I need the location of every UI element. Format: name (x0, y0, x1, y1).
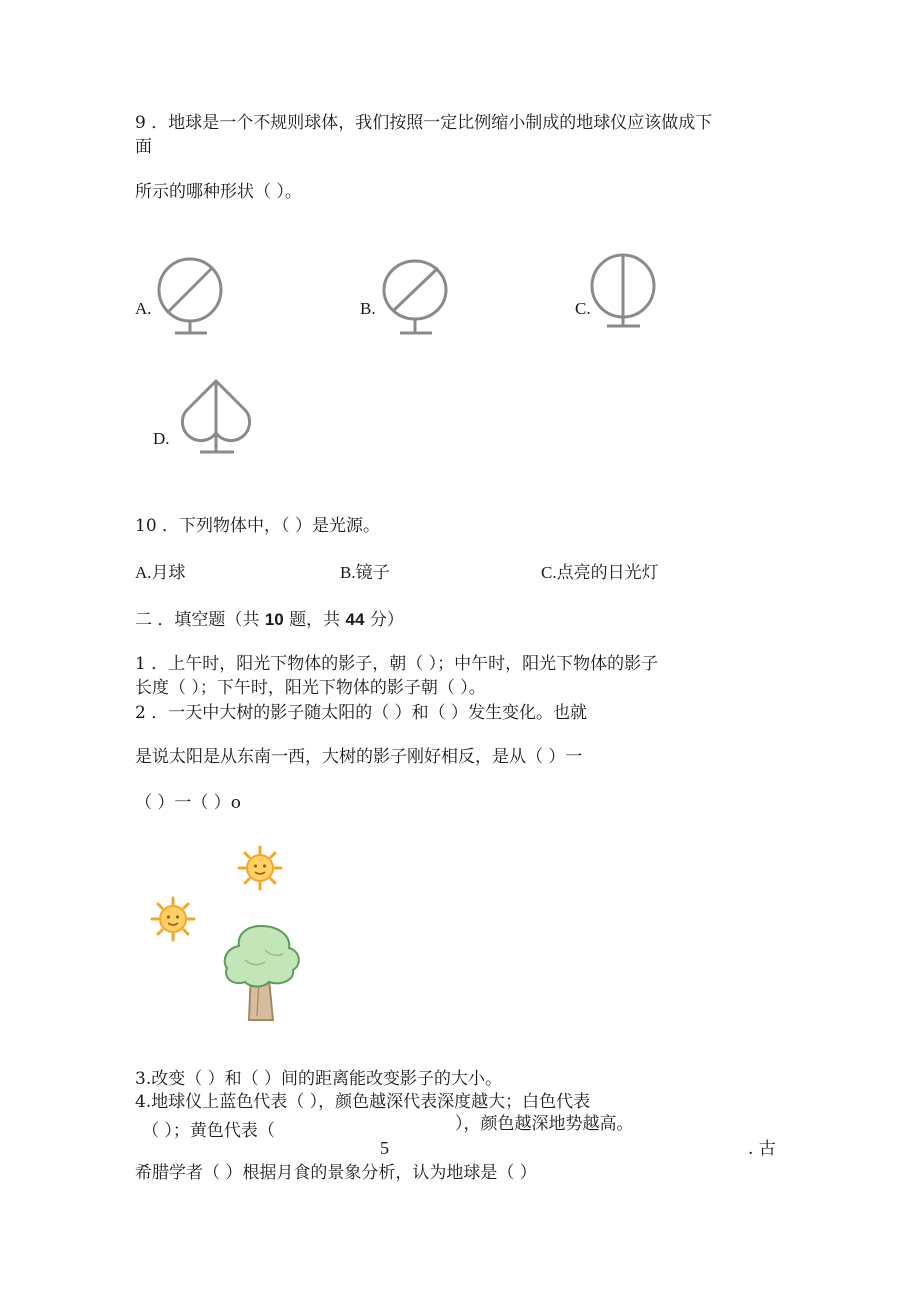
fill-3-text: 3.改变（ ）和（ ）间的距离能改变影子的大小。 (135, 1069, 503, 1089)
fill-1-line-2: 长度（ ）；下午时，阳光下物体的影子朝（ ）。 (135, 678, 486, 698)
option-d-label: D. (153, 429, 170, 448)
section-2-suffix: 分） (364, 610, 404, 630)
globe-option-c-figure (590, 248, 670, 333)
fill-4-line-2b: ），颜色越深地势越高。 (455, 1114, 634, 1134)
globe-option-a-figure (155, 255, 235, 340)
sun-upper-icon (237, 845, 283, 891)
fill-2-line-3: （ ）一（ ）o (135, 793, 242, 813)
sun-lower-icon (150, 896, 196, 942)
section-2-middle: 题，共 (283, 610, 346, 630)
globe-option-d-figure (176, 375, 266, 460)
section-2-count: 10 (264, 610, 284, 629)
q10-option-b: B.镜子 (340, 563, 390, 582)
q9-line-3: 所示的哪种形状（ ）。 (135, 182, 302, 202)
globe-option-b-figure (378, 255, 458, 340)
option-a-label: A. (135, 299, 152, 318)
fill-5-start: . 古 (748, 1139, 776, 1159)
fill-2-line-2: 是说太阳是从东南一西，大树的影子刚好相反，是从（ ）一 (135, 747, 583, 767)
fill-1-line-1: 1 ．上午时，阳光下物体的影子，朝（ ）；中午时，阳光下物体的影子 (135, 654, 659, 674)
q9-line-2: 面 (135, 137, 152, 157)
fill-4-line-1: 4.地球仪上蓝色代表（ ），颜色越深代表深度越大；白色代表 (135, 1092, 591, 1112)
fill-5-line-2: 希腊学者（ ）根据月食的景象分析，认为地球是（ ） (135, 1163, 537, 1183)
q10-option-c: C.点亮的日光灯 (541, 563, 659, 582)
q10-option-a: A.月球 (135, 563, 186, 582)
section-2-score: 44 (345, 610, 365, 629)
fill-2-line-1: 2 ．一天中大树的影子随太阳的（ ）和（ ）发生变化。也就 (135, 703, 588, 723)
section-2-heading (135, 609, 404, 631)
section-2-prefix: 二 ．填空题（共 (135, 610, 265, 630)
q9-line-1: 9 ．地球是一个不规则球体，我们按照一定比例缩小制成的地球仪应该做成下 (135, 113, 713, 133)
tree-icon (215, 920, 310, 1028)
fill-4-line-2a: （ ）；黄色代表（ (142, 1121, 275, 1141)
option-b-label: B. (360, 299, 376, 318)
option-c-label: C. (575, 299, 591, 318)
q10-question: 10 ．下列物体中，（ ）是光源。 (135, 516, 380, 536)
page-number: 5 (380, 1138, 389, 1158)
